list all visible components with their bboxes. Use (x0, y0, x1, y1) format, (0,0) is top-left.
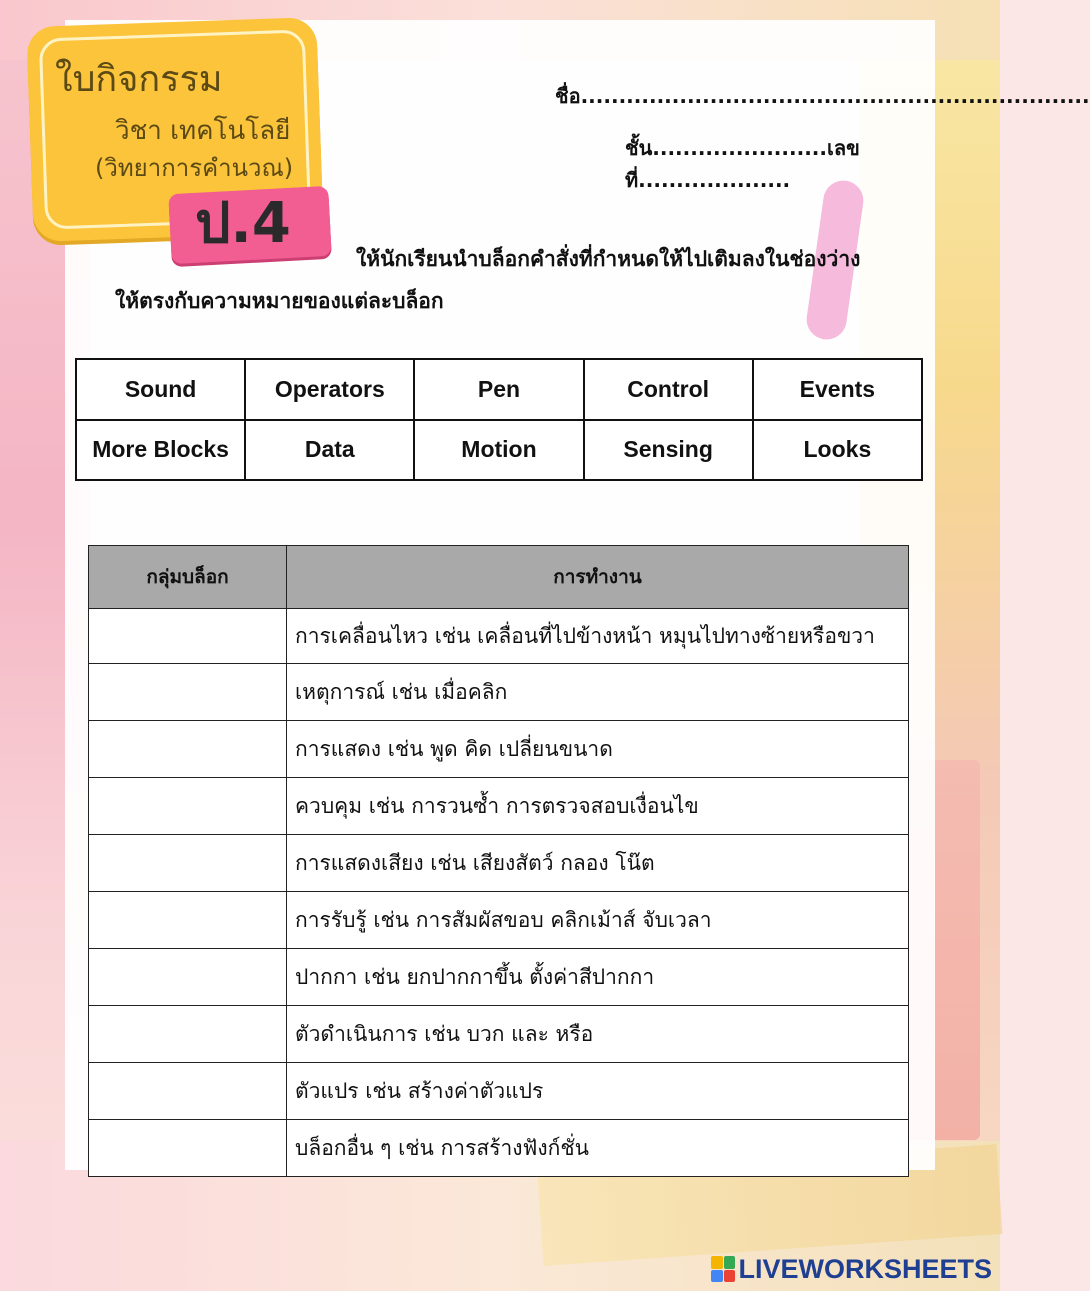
answer-blank-cell[interactable] (89, 664, 287, 721)
instruction-line-1: ให้นักเรียนนำบล็อกคำสั่งที่กำหนดให้ไปเติมลงในช่องว่าง (356, 247, 861, 271)
description-cell: ควบคุม เช่น การวนซ้ำ การตรวจสอบเงื่อนไข (287, 778, 909, 835)
logo-square (711, 1256, 723, 1269)
answer-blank-cell[interactable] (89, 778, 287, 835)
word-bank-row (76, 420, 922, 481)
table-row (89, 1063, 909, 1120)
word-bank-item: Control (584, 359, 753, 420)
answer-table (88, 545, 909, 1177)
table-row (89, 778, 909, 835)
column-header-function: การทำงาน (287, 546, 909, 609)
word-bank-table (75, 358, 923, 481)
description-cell: การแสดงเสียง เช่น เสียงสัตว์ กลอง โน๊ต (287, 835, 909, 892)
answer-blank-cell[interactable] (89, 609, 287, 664)
answer-blank-cell[interactable] (89, 1120, 287, 1177)
answer-blank-cell[interactable] (89, 949, 287, 1006)
word-bank-item: Events (753, 359, 922, 420)
answer-blank-cell[interactable] (89, 892, 287, 949)
answer-blank-cell[interactable] (89, 721, 287, 778)
table-row (89, 1006, 909, 1063)
worksheet-title: ใบกิจกรรม (55, 59, 223, 100)
table-row (89, 892, 909, 949)
description-cell: การแสดง เช่น พูด คิด เปลี่ยนขนาด (287, 721, 909, 778)
liveworksheets-logo[interactable] (711, 1253, 992, 1285)
table-row (89, 949, 909, 1006)
class-number-field: ชั้น.......................เลขที่.................... (625, 136, 860, 192)
logo-text: LIVEWORKSHEETS (738, 1253, 992, 1284)
word-bank-item: Operators (245, 359, 414, 420)
description-cell: ปากกา เช่น ยกปากกาขึ้น ตั้งค่าสีปากกา (287, 949, 909, 1006)
description-cell: ตัวแปร เช่น สร้างค่าตัวแปร (287, 1063, 909, 1120)
description-cell: การเคลื่อนไหว เช่น เคลื่อนที่ไปข้างหน้า หมุนไปทางซ้ายหรือขวา (287, 609, 909, 664)
word-bank-item: Looks (753, 420, 922, 481)
logo-square (711, 1270, 723, 1283)
column-header-group: กลุ่มบล็อก (89, 546, 287, 609)
grade-label: ป.4 (195, 191, 291, 256)
name-field: ชื่อ................................................................... (555, 84, 1090, 108)
answer-blank-cell[interactable] (89, 1063, 287, 1120)
table-row (89, 835, 909, 892)
answer-table-header (89, 546, 909, 609)
answer-blank-cell[interactable] (89, 835, 287, 892)
logo-square (724, 1256, 736, 1269)
table-row (89, 1120, 909, 1177)
word-bank-item: Data (245, 420, 414, 481)
word-bank-item: Pen (414, 359, 583, 420)
subject-line: วิชา เทคโนโลยี (115, 116, 291, 146)
description-cell: เหตุการณ์ เช่น เมื่อคลิก (287, 664, 909, 721)
table-row (89, 609, 909, 664)
liveworksheets-logo-icon (711, 1256, 735, 1282)
instruction-line-2: ให้ตรงกับความหมายของแต่ละบล็อก (115, 289, 444, 313)
word-bank-item: Sound (76, 359, 245, 420)
word-bank-item: Motion (414, 420, 583, 481)
subject-subtitle: (วิทยาการคำนวณ) (95, 154, 294, 182)
answer-blank-cell[interactable] (89, 1006, 287, 1063)
table-row (89, 721, 909, 778)
word-bank-item: Sensing (584, 420, 753, 481)
logo-square (724, 1270, 736, 1283)
description-cell: การรับรู้ เช่น การสัมผัสขอบ คลิกเม้าส์ จับเวลา (287, 892, 909, 949)
table-row (89, 664, 909, 721)
word-bank-row (76, 359, 922, 420)
description-cell: ตัวดำเนินการ เช่น บวก และ หรือ (287, 1006, 909, 1063)
description-cell: บล็อกอื่น ๆ เช่น การสร้างฟังก์ชั่น (287, 1120, 909, 1177)
word-bank-item: More Blocks (76, 420, 245, 481)
